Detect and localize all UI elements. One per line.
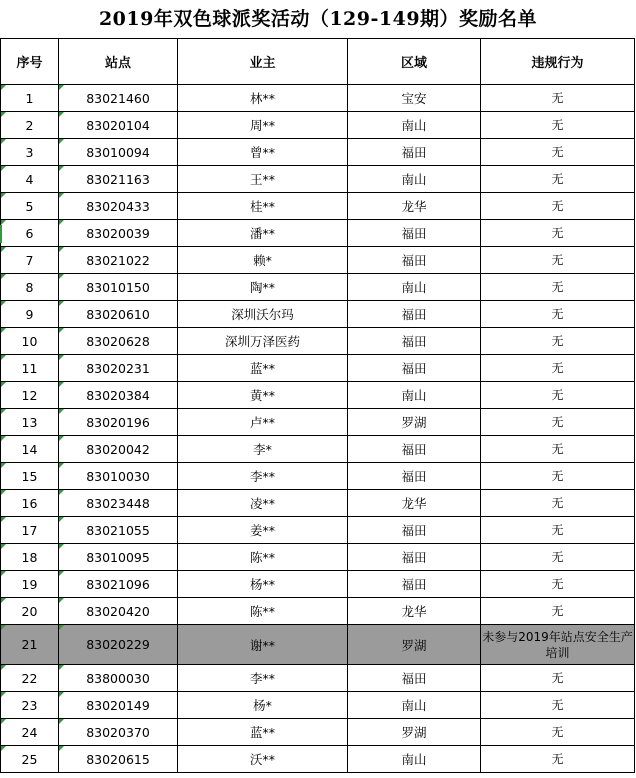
table-row — [1, 746, 635, 773]
cell-area[interactable]: 南山 — [348, 382, 481, 409]
cell-station[interactable]: 83010094 — [59, 139, 178, 166]
cell-owner[interactable]: 桂** — [178, 193, 348, 220]
cell-violation[interactable]: 无 — [481, 247, 635, 274]
selection-edge-marker — [0, 225, 2, 243]
table-row — [1, 274, 635, 301]
award-table — [0, 38, 635, 773]
cell-owner[interactable]: 蓝** — [178, 355, 348, 382]
table-row — [1, 665, 635, 692]
cell-area[interactable]: 福田 — [348, 544, 481, 571]
table-row — [1, 436, 635, 463]
cell-violation[interactable]: 无 — [481, 355, 635, 382]
cell-station[interactable]: 83020039 — [59, 220, 178, 247]
cell-area[interactable]: 福田 — [348, 328, 481, 355]
table-row — [1, 328, 635, 355]
cell-owner[interactable]: 赖* — [178, 247, 348, 274]
cell-violation[interactable]: 无 — [481, 301, 635, 328]
table-row — [1, 409, 635, 436]
cell-station[interactable]: 83010095 — [59, 544, 178, 571]
cell-area[interactable]: 宝安 — [348, 85, 481, 112]
cell-no[interactable]: 20 — [1, 598, 59, 625]
cell-owner[interactable]: 凌** — [178, 490, 348, 517]
table-row — [1, 692, 635, 719]
cell-violation[interactable]: 无 — [481, 463, 635, 490]
cell-owner[interactable]: 陈** — [178, 544, 348, 571]
table-row — [1, 220, 635, 247]
cell-no[interactable]: 9 — [1, 301, 59, 328]
cell-no[interactable]: 22 — [1, 665, 59, 692]
cell-station[interactable]: 83020229 — [59, 625, 178, 665]
cell-violation[interactable]: 无 — [481, 112, 635, 139]
table-row — [1, 355, 635, 382]
cell-area[interactable]: 罗湖 — [348, 719, 481, 746]
cell-station[interactable]: 83020370 — [59, 719, 178, 746]
cell-owner[interactable]: 周** — [178, 112, 348, 139]
cell-violation[interactable]: 无 — [481, 85, 635, 112]
cell-area[interactable]: 福田 — [348, 301, 481, 328]
cell-area[interactable]: 福田 — [348, 665, 481, 692]
cell-area[interactable]: 罗湖 — [348, 625, 481, 665]
cell-no[interactable]: 14 — [1, 436, 59, 463]
cell-area[interactable]: 福田 — [348, 463, 481, 490]
cell-no[interactable]: 15 — [1, 463, 59, 490]
cell-area[interactable]: 南山 — [348, 746, 481, 773]
page-title: 2019年双色球派奖活动（129-149期）奖励名单 — [98, 8, 538, 30]
cell-station[interactable]: 83020433 — [59, 193, 178, 220]
cell-violation[interactable]: 无 — [481, 409, 635, 436]
cell-no[interactable]: 2 — [1, 112, 59, 139]
table-row — [1, 719, 635, 746]
cell-violation[interactable]: 无 — [481, 274, 635, 301]
cell-station[interactable]: 83021460 — [59, 85, 178, 112]
table-row — [1, 382, 635, 409]
cell-violation[interactable]: 无 — [481, 571, 635, 598]
cell-violation[interactable]: 无 — [481, 436, 635, 463]
cell-station[interactable]: 83020104 — [59, 112, 178, 139]
cell-station[interactable]: 83020615 — [59, 746, 178, 773]
cell-no[interactable]: 8 — [1, 274, 59, 301]
cell-area[interactable]: 福田 — [348, 139, 481, 166]
cell-area[interactable]: 龙华 — [348, 490, 481, 517]
cell-station[interactable]: 83800030 — [59, 665, 178, 692]
cell-no[interactable]: 5 — [1, 193, 59, 220]
table-row — [1, 625, 635, 665]
table-row — [1, 193, 635, 220]
cell-violation[interactable]: 无 — [481, 665, 635, 692]
cell-owner[interactable]: 深圳万泽医药 — [178, 328, 348, 355]
col-header-owner: 业主 — [178, 39, 348, 85]
table-row — [1, 517, 635, 544]
col-header-no: 序号 — [1, 39, 59, 85]
cell-no[interactable]: 1 — [1, 85, 59, 112]
table-row — [1, 139, 635, 166]
cell-area[interactable]: 南山 — [348, 274, 481, 301]
table-row — [1, 463, 635, 490]
cell-station[interactable]: 83021055 — [59, 517, 178, 544]
cell-station[interactable]: 83021022 — [59, 247, 178, 274]
cell-station[interactable]: 83010030 — [59, 463, 178, 490]
cell-no[interactable]: 25 — [1, 746, 59, 773]
cell-owner[interactable]: 杨* — [178, 692, 348, 719]
cell-owner[interactable]: 王** — [178, 166, 348, 193]
cell-violation[interactable]: 无 — [481, 598, 635, 625]
cell-station[interactable]: 83020384 — [59, 382, 178, 409]
cell-violation[interactable]: 无 — [481, 382, 635, 409]
cell-area[interactable]: 龙华 — [348, 598, 481, 625]
cell-area[interactable]: 龙华 — [348, 193, 481, 220]
cell-station[interactable]: 83021096 — [59, 571, 178, 598]
cell-area[interactable]: 南山 — [348, 692, 481, 719]
cell-violation[interactable]: 无 — [481, 139, 635, 166]
cell-no[interactable]: 21 — [1, 625, 59, 665]
cell-station[interactable]: 83020628 — [59, 328, 178, 355]
header-row — [1, 39, 635, 85]
table-row — [1, 112, 635, 139]
cell-station[interactable]: 83020420 — [59, 598, 178, 625]
col-header-station: 站点 — [59, 39, 178, 85]
cell-no[interactable]: 3 — [1, 139, 59, 166]
cell-station[interactable]: 83023448 — [59, 490, 178, 517]
cell-owner[interactable]: 杨** — [178, 571, 348, 598]
cell-no[interactable]: 16 — [1, 490, 59, 517]
cell-no[interactable]: 13 — [1, 409, 59, 436]
table-row — [1, 301, 635, 328]
cell-area[interactable]: 罗湖 — [348, 409, 481, 436]
col-header-violation: 违规行为 — [481, 39, 635, 85]
table-row — [1, 247, 635, 274]
cell-violation[interactable]: 无 — [481, 166, 635, 193]
cell-no[interactable]: 10 — [1, 328, 59, 355]
cell-station[interactable]: 83010150 — [59, 274, 178, 301]
cell-no[interactable]: 6 — [1, 220, 59, 247]
cell-no[interactable]: 18 — [1, 544, 59, 571]
table-row — [1, 571, 635, 598]
cell-area[interactable]: 福田 — [348, 436, 481, 463]
cell-owner[interactable]: 李** — [178, 463, 348, 490]
cell-owner[interactable]: 潘** — [178, 220, 348, 247]
cell-area[interactable]: 南山 — [348, 166, 481, 193]
cell-station[interactable]: 83020610 — [59, 301, 178, 328]
cell-violation[interactable]: 未参与2019年站点安全生产培训 — [481, 625, 635, 665]
cell-owner[interactable]: 陶** — [178, 274, 348, 301]
cell-violation[interactable]: 无 — [481, 719, 635, 746]
cell-area[interactable]: 福田 — [348, 247, 481, 274]
cell-owner[interactable]: 蓝** — [178, 719, 348, 746]
cell-station[interactable]: 83020196 — [59, 409, 178, 436]
cell-no[interactable]: 4 — [1, 166, 59, 193]
cell-area[interactable]: 福田 — [348, 517, 481, 544]
cell-owner[interactable]: 林** — [178, 85, 348, 112]
cell-area[interactable]: 南山 — [348, 112, 481, 139]
cell-owner[interactable]: 沃** — [178, 746, 348, 773]
cell-owner[interactable]: 曾** — [178, 139, 348, 166]
cell-no[interactable]: 24 — [1, 719, 59, 746]
cell-owner[interactable]: 深圳沃尔玛 — [178, 301, 348, 328]
cell-station[interactable]: 83020149 — [59, 692, 178, 719]
cell-station[interactable]: 83020042 — [59, 436, 178, 463]
cell-no[interactable]: 19 — [1, 571, 59, 598]
cell-area[interactable]: 福田 — [348, 220, 481, 247]
cell-violation[interactable]: 无 — [481, 544, 635, 571]
table-row — [1, 166, 635, 193]
cell-area[interactable]: 福田 — [348, 355, 481, 382]
table-row — [1, 490, 635, 517]
table-row — [1, 598, 635, 625]
cell-violation[interactable]: 无 — [481, 746, 635, 773]
table-row — [1, 85, 635, 112]
cell-station[interactable]: 83020231 — [59, 355, 178, 382]
cell-no[interactable]: 12 — [1, 382, 59, 409]
cell-violation[interactable]: 无 — [481, 517, 635, 544]
cell-no[interactable]: 17 — [1, 517, 59, 544]
cell-violation[interactable]: 无 — [481, 490, 635, 517]
table-row — [1, 544, 635, 571]
cell-owner[interactable]: 李* — [178, 436, 348, 463]
cell-owner[interactable]: 姜** — [178, 517, 348, 544]
cell-violation[interactable]: 无 — [481, 692, 635, 719]
cell-owner[interactable]: 李** — [178, 665, 348, 692]
cell-station[interactable]: 83021163 — [59, 166, 178, 193]
cell-violation[interactable]: 无 — [481, 193, 635, 220]
cell-no[interactable]: 7 — [1, 247, 59, 274]
cell-violation[interactable]: 无 — [481, 328, 635, 355]
col-header-area: 区域 — [348, 39, 481, 85]
cell-owner[interactable]: 黄** — [178, 382, 348, 409]
cell-owner[interactable]: 谢** — [178, 625, 348, 665]
cell-area[interactable]: 福田 — [348, 571, 481, 598]
cell-owner[interactable]: 卢** — [178, 409, 348, 436]
cell-owner[interactable]: 陈** — [178, 598, 348, 625]
cell-no[interactable]: 11 — [1, 355, 59, 382]
cell-no[interactable]: 23 — [1, 692, 59, 719]
cell-violation[interactable]: 无 — [481, 220, 635, 247]
